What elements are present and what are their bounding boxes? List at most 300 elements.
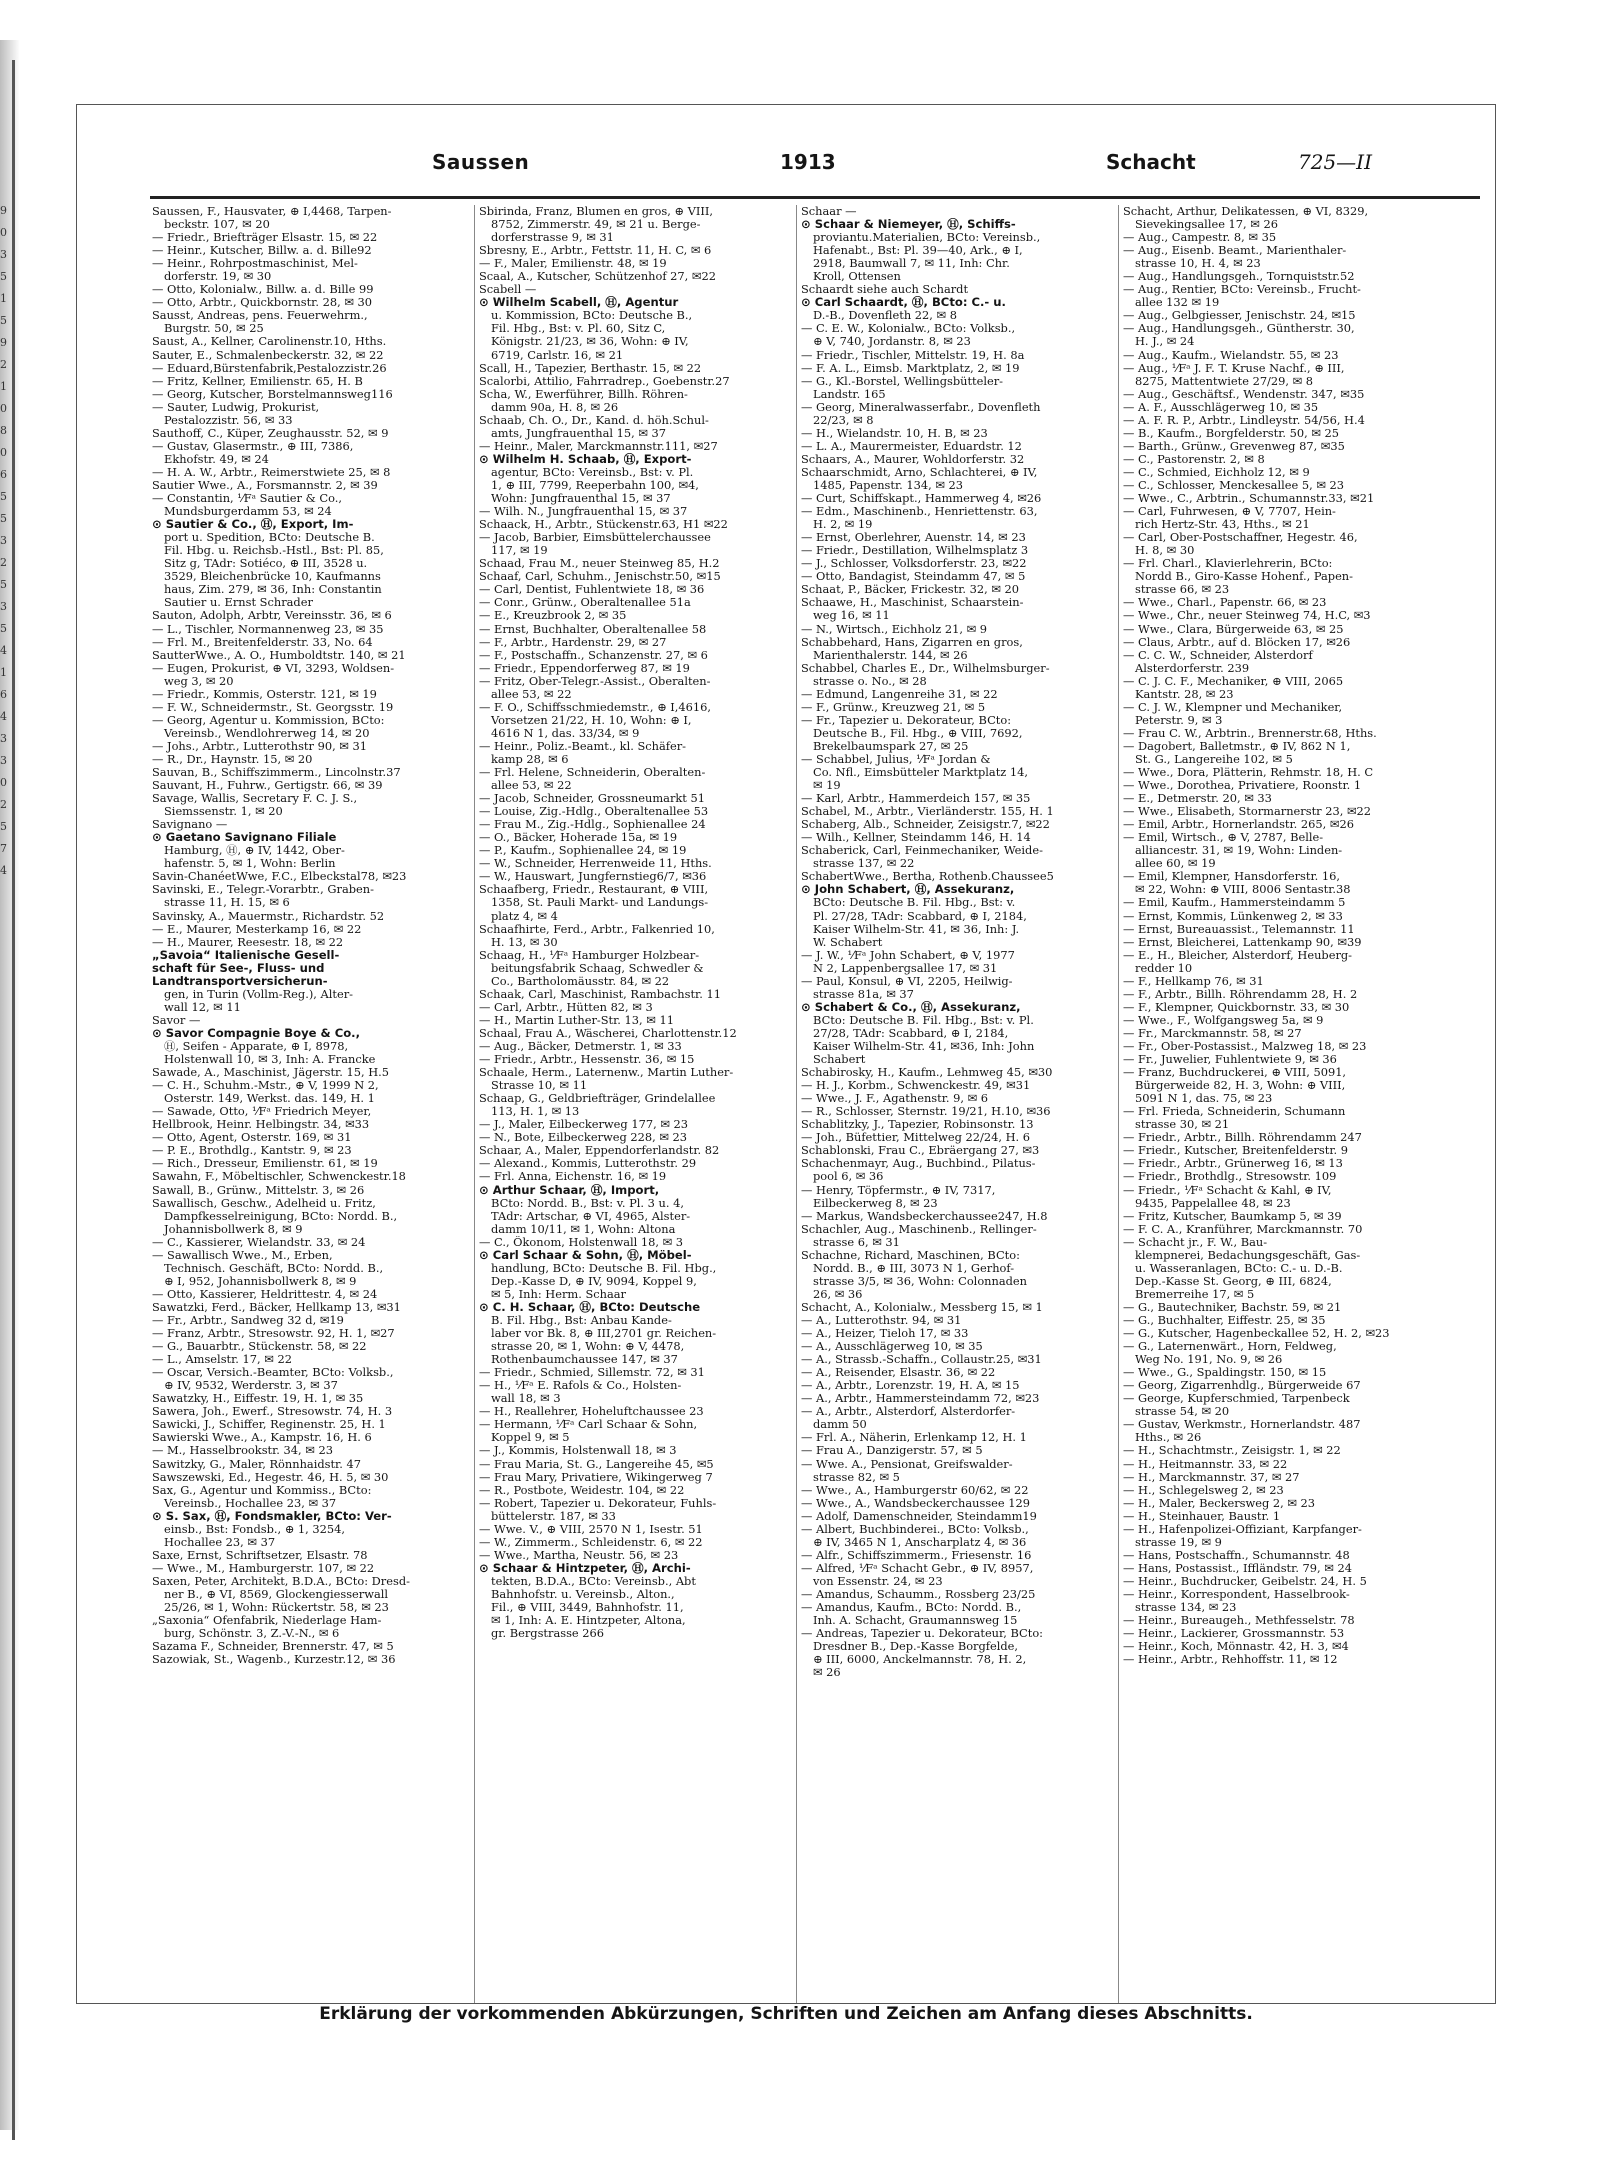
directory-entry-line: weg 16, ✉ 11 bbox=[813, 609, 890, 623]
directory-entry-line: W. Schabert bbox=[813, 935, 883, 949]
directory-entry-line: Schabirosky, H., Kaufm., Lehmweg 45, ✉30 bbox=[801, 1066, 1053, 1080]
directory-entry-line: — Otto, Agent, Osterstr. 169, ✉ 31 bbox=[152, 1131, 352, 1145]
directory-entry-line: — F., Maler, Emilienstr. 48, ✉ 19 bbox=[479, 257, 667, 271]
directory-entry-line: strasse 30, ✉ 21 bbox=[1135, 1118, 1230, 1132]
directory-entry-line: Schachler, Aug., Maschinenb., Rellinger- bbox=[801, 1222, 1037, 1236]
directory-entry-line: — Friedr., Arbtr., Hessenstr. 36, ✉ 15 bbox=[479, 1053, 695, 1067]
directory-entry-line: Sauter, E., Schmalenbeckerstr. 32, ✉ 22 bbox=[152, 348, 384, 362]
directory-entry-line: amts, Jungfrauenthal 15, ✉ 37 bbox=[491, 426, 667, 440]
directory-entry-line: — C., Ökonom, Holstenwall 18, ✉ 3 bbox=[479, 1235, 684, 1249]
directory-entry-line: — Wwe., C., Arbtrin., Schumannstr.33, ✉21 bbox=[1123, 492, 1375, 506]
header-last-entry: Schacht bbox=[1106, 150, 1196, 174]
directory-entry-line: — E., Detmerstr. 20, ✉ 33 bbox=[1123, 792, 1272, 806]
directory-entry-line: proviantu.Materialien, BCto: Vereinsb., bbox=[813, 231, 1041, 245]
directory-entry-line: Sax, G., Agentur und Kommiss., BCto: bbox=[152, 1483, 372, 1497]
directory-entry-line: Scabell — bbox=[479, 283, 537, 297]
directory-entry-line: — Heinr., Kutscher, Billw. a. d. Bille92 bbox=[152, 244, 372, 258]
directory-entry-line: — Heinr., Lackierer, Grossmannstr. 53 bbox=[1123, 1627, 1345, 1641]
directory-entry-line: wall 18, ✉ 3 bbox=[491, 1392, 561, 1406]
directory-entry-line: Savage, Wallis, Secretary F. C. J. S., bbox=[152, 792, 358, 806]
directory-entry-line: — Emil, Kaufm., Hammersteindamm 5 bbox=[1123, 896, 1346, 910]
directory-entry-line: — G., Bauarbtr., Stückenstr. 58, ✉ 22 bbox=[152, 1340, 367, 1354]
directory-entry-line: — F., Arbtr., Hardenstr. 29, ✉ 27 bbox=[479, 635, 667, 649]
directory-entry-line: Co., Bartholomäusstr. 84, ✉ 22 bbox=[491, 974, 670, 988]
directory-entry-line: — Wwe. A., Pensionat, Greifswalder- bbox=[801, 1457, 1013, 1471]
directory-entry-line: 2918, Baumwall 7, ✉ 11, Inh: Chr. bbox=[813, 257, 1010, 271]
directory-entry-line: Mundsburgerdamm 53, ✉ 24 bbox=[164, 505, 332, 519]
directory-entry-line: — Johs., Arbtr., Lutterothstr 90, ✉ 31 bbox=[152, 739, 367, 753]
directory-entry-line: — Fr., Tapezier u. Dekorateur, BCto: bbox=[801, 713, 1012, 727]
directory-entry-line: strasse 6, ✉ 31 bbox=[813, 1235, 900, 1249]
directory-entry-line: gen, in Turin (Vollm-Reg.), Alter- bbox=[164, 987, 354, 1001]
directory-entry-line: — George, Kupferschmied, Tarpenbeck bbox=[1123, 1392, 1350, 1406]
directory-entry-line: — A., Lutterothstr. 94, ✉ 31 bbox=[801, 1313, 962, 1327]
directory-entry-line: — Markus, Wandsbeckerchaussee247, H.8 bbox=[801, 1209, 1048, 1223]
directory-entry-line: 27/28, TAdr: Scabbard, ⊕ I, 2184, bbox=[813, 1026, 1009, 1040]
directory-entry-line: — Heinr., Korrespondent, Hasselbrook- bbox=[1123, 1587, 1350, 1601]
directory-entry-line: haus, Zim. 279, ✉ 36, Inh: Constantin bbox=[164, 583, 382, 597]
directory-entry-line: — Heinr., Koch, Mönnastr. 42, H. 3, ✉4 bbox=[1123, 1640, 1349, 1654]
directory-entry-line: Schaarschmidt, Arno, Schlachterei, ⊕ IV, bbox=[801, 465, 1038, 479]
directory-entry-line: 3529, Bleichenbrücke 10, Kaufmanns bbox=[164, 570, 381, 584]
directory-entry-line: — F., Hellkamp 76, ✉ 31 bbox=[1123, 974, 1264, 988]
directory-entry-line: Schablonski, Frau C., Ebräergang 27, ✉3 bbox=[801, 1144, 1040, 1158]
directory-entry-line: — H. A. W., Arbtr., Reimerstwiete 25, ✉ 8 bbox=[152, 465, 391, 479]
directory-entry-line: Siemssenstr. 1, ✉ 20 bbox=[164, 805, 283, 819]
directory-entry-line: Technisch. Geschäft, BCto: Nordd. B., bbox=[164, 1261, 384, 1275]
directory-entry-line: 8275, Mattentwiete 27/29, ✉ 8 bbox=[1135, 374, 1314, 388]
directory-entry-line: — J., Maler, Eilbeckerweg 177, ✉ 23 bbox=[479, 1118, 688, 1132]
directory-entry-line: Pestalozzistr. 56, ✉ 33 bbox=[164, 413, 293, 427]
directory-entry-line: — G., Kutscher, Hagenbeckallee 52, H. 2, ✉23 bbox=[1123, 1327, 1390, 1341]
directory-entry-line: — L. A., Maurermeister, Eduardstr. 12 bbox=[801, 439, 1022, 453]
directory-entry-line: agentur, BCto: Vereinsb., Bst: v. Pl. bbox=[491, 465, 694, 479]
directory-entry-line: damm 50 bbox=[813, 1418, 867, 1432]
directory-entry-line: — A. F. R. P., Arbtr., Lindleystr. 54/56, H.4 bbox=[1123, 413, 1365, 427]
directory-entry-line: SautterWwe., A. O., Humboldtstr. 140, ✉ 21 bbox=[152, 648, 406, 662]
directory-entry-line: Sawszewski, Ed., Hegestr. 46, H. 5, ✉ 30 bbox=[152, 1470, 389, 1484]
directory-entry-line: Schachenmayr, Aug., Buchbind., Pilatus- bbox=[801, 1157, 1036, 1171]
directory-entry-line: — Friedr., Briefträger Elsastr. 15, ✉ 22 bbox=[152, 231, 378, 245]
directory-entry-line: damm 10/11, ✉ 1, Wohn: Altona bbox=[491, 1222, 676, 1236]
directory-entry-line: Peterstr. 9, ✉ 3 bbox=[1135, 713, 1223, 727]
directory-entry-line: — Friedr., Arbtr., Grünerweg 16, ✉ 13 bbox=[1123, 1157, 1343, 1171]
directory-entry-line: Weg No. 191, No. 9, ✉ 26 bbox=[1135, 1353, 1283, 1367]
directory-entry-line: Dep.-Kasse St. Georg, ⊕ III, 6824, bbox=[1135, 1274, 1332, 1288]
directory-entry-line: — G., Bautechniker, Bachstr. 59, ✉ 21 bbox=[1123, 1300, 1342, 1314]
directory-entry-line: Inh. A. Schacht, Graumannsweg 15 bbox=[813, 1614, 1018, 1628]
directory-entry-line: Sievekingsallee 17, ✉ 26 bbox=[1135, 218, 1278, 232]
directory-entry-line: — Friedr., Tischler, Mittelstr. 19, H. 8a bbox=[801, 348, 1025, 362]
directory-entry-line: Schachne, Richard, Maschinen, BCto: bbox=[801, 1248, 1020, 1262]
directory-entry-line: strasse 66, ✉ 23 bbox=[1135, 583, 1230, 597]
directory-entry-line: „Savoia“ Italienische Gesell- bbox=[152, 948, 340, 962]
directory-entry-line: Sawallisch, Geschw., Adelheid u. Fritz, bbox=[152, 1196, 376, 1210]
directory-entry-line: allee 132 ✉ 19 bbox=[1135, 296, 1220, 310]
directory-entry-line: Sauvant, H., Fuhrw., Gertigstr. 66, ✉ 39 bbox=[152, 779, 383, 793]
directory-entry-line: BCto: Nordd. B., Bst: v. Pl. 3 u. 4, bbox=[491, 1196, 684, 1210]
directory-entry-line: strasse o. No., ✉ 28 bbox=[813, 674, 927, 688]
directory-entry-line: — C., Schlosser, Menckesallee 5, ✉ 23 bbox=[1123, 478, 1345, 492]
directory-entry-line: 5091 N 1, das. 75, ✉ 23 bbox=[1135, 1092, 1273, 1106]
directory-entry-line: Johannisbollwerk 8, ✉ 9 bbox=[164, 1222, 303, 1236]
directory-entry-line: Fil. Hbg., Bst: v. Pl. 60, Sitz C, bbox=[491, 322, 666, 336]
directory-entry-line: beitungsfabrik Schaag, Schwedler & bbox=[491, 961, 704, 975]
directory-entry-line: — Fritz, Kellner, Emilienstr. 65, H. B bbox=[152, 374, 363, 388]
directory-entry-line: — A., Heizer, Tieloh 17, ✉ 33 bbox=[801, 1327, 969, 1341]
directory-entry-line: Pl. 27/28, TAdr: Scabbard, ⊕ I, 2184, bbox=[813, 909, 1027, 923]
directory-entry-line: 6719, Carlstr. 16, ✉ 21 bbox=[491, 348, 624, 362]
directory-entry-line: Vereinsb., Hochallee 23, ✉ 37 bbox=[164, 1496, 337, 1510]
directory-entry-line: — G., Kl.-Borstel, Wellingsbütteler- bbox=[801, 374, 1004, 388]
directory-entry-line: Schaberick, Carl, Feinmechaniker, Weide- bbox=[801, 844, 1043, 858]
directory-entry-line: — H., Hafenpolizei-Offiziant, Karpfanger- bbox=[1123, 1522, 1362, 1536]
directory-entry-line: — G., Buchhalter, Eiffestr. 25, ✉ 35 bbox=[1123, 1313, 1326, 1327]
directory-entry-line: — C. H., Schuhm.-Mstr., ⊕ V, 1999 N 2, bbox=[152, 1079, 379, 1093]
directory-entry-line: beckstr. 107, ✉ 20 bbox=[164, 218, 270, 232]
directory-entry-line: ⊙ Gaetano Savignano Filiale bbox=[152, 831, 337, 845]
directory-entry-line: — Sawade, Otto, ⅟Fᵃ Friedrich Meyer, bbox=[152, 1105, 372, 1119]
directory-entry-line: — N., Wirtsch., Eichholz 21, ✉ 9 bbox=[801, 622, 987, 636]
directory-entry-line: Ⓗ, Seifen - Apparate, ⊕ I, 8978, bbox=[164, 1040, 349, 1053]
directory-entry-line: ⊙ Schaar & Niemeyer, Ⓗ, Schiffs- bbox=[801, 218, 1016, 232]
directory-entry-line: 8752, Zimmerstr. 49, ✉ 21 u. Berge- bbox=[491, 218, 701, 232]
directory-entry-line: — Fritz, Ober-Telegr.-Assist., Oberalten- bbox=[479, 674, 711, 688]
directory-entry-line: — Frau C. W., Arbtrin., Brennerstr.68, Hths. bbox=[1123, 726, 1377, 740]
directory-entry-line: — A., Ausschlägerweg 10, ✉ 35 bbox=[801, 1340, 983, 1354]
directory-entry-line: — Otto, Kolonialw., Billw. a. d. Bille 99 bbox=[152, 283, 374, 297]
directory-entry-line: ⊕ IV, 9532, Werderstr. 3, ✉ 37 bbox=[164, 1379, 338, 1393]
directory-entry-line: strasse 81a, ✉ 37 bbox=[813, 987, 914, 1001]
directory-entry-line: Savin-ChanéetWwe, F.C., Elbeckstal78, ✉23 bbox=[152, 870, 407, 884]
directory-entry-line: — C., Kassierer, Wielandstr. 33, ✉ 24 bbox=[152, 1235, 366, 1249]
column-1 bbox=[152, 205, 470, 2003]
directory-entry-line: strasse 134, ✉ 23 bbox=[1135, 1601, 1237, 1615]
directory-entry-line: Schaal, Frau A., Wäscherei, Charlottenstr.12 bbox=[479, 1026, 737, 1040]
directory-entry-line: — Oscar, Versich.-Beamter, BCto: Volksb., bbox=[152, 1366, 394, 1380]
directory-entry-line: Bremerreihe 17, ✉ 5 bbox=[1135, 1287, 1255, 1301]
directory-entry-line: Holstenwall 10, ✉ 3, Inh: A. Francke bbox=[164, 1053, 376, 1067]
directory-entry-line: — H., Steinhauer, Baustr. 1 bbox=[1123, 1509, 1281, 1523]
directory-entry-line: Kaiser Wilhelm-Str. 41, ✉36, Inh: John bbox=[813, 1040, 1035, 1053]
directory-entry-line: damm 90a, H. 8, ✉ 26 bbox=[491, 400, 619, 414]
directory-entry-line: Schabbel, Charles E., Dr., Wilhelmsburger- bbox=[801, 661, 1050, 675]
directory-entry-line: — Sauter, Ludwig, Prokurist, bbox=[152, 400, 320, 414]
directory-entry-line: Sauvan, B., Schiffszimmerm., Lincolnstr.37 bbox=[152, 766, 401, 780]
directory-entry-line: Schaardt siehe auch Schardt bbox=[801, 283, 969, 297]
directory-entry-line: Eilbeckerweg 8, ✉ 23 bbox=[813, 1196, 938, 1210]
directory-entry-line: — E., Kreuzbrook 2, ✉ 35 bbox=[479, 609, 627, 623]
directory-entry-line: Hellbrook, Heinr. Helbingstr. 34, ✉33 bbox=[152, 1118, 370, 1132]
directory-entry-line: Dresdner B., Dep.-Kasse Borgfelde, bbox=[813, 1640, 1019, 1654]
directory-entry-line: — Georg, Mineralwasserfabr., Dovenfleth bbox=[801, 400, 1041, 414]
directory-entry-line: 117, ✉ 19 bbox=[491, 544, 548, 558]
directory-entry-line: Marienthalerstr. 144, ✉ 26 bbox=[813, 648, 968, 662]
directory-entry-line: — Robert, Tapezier u. Dekorateur, Fuhls- bbox=[479, 1496, 717, 1510]
directory-entry-line: Sbresny, E., Arbtr., Fettstr. 11, H. C, ✉ 6 bbox=[479, 244, 712, 258]
page-header bbox=[76, 150, 1496, 190]
directory-entry-line: — Aug., Bäcker, Detmerstr. 1, ✉ 33 bbox=[479, 1040, 682, 1053]
directory-entry-line: — Aug., Handlungsgeh., Tornquiststr.52 bbox=[1123, 270, 1355, 284]
directory-entry-line: Sawatzky, H., Eiffestr. 19, H. 1, ✉ 35 bbox=[152, 1392, 364, 1406]
directory-entry-line: Sitz g, TAdr: Sotiéco, ⊕ III, 3528 u. bbox=[164, 557, 368, 571]
directory-entry-line: — Aug., Gelbgiesser, Jenischstr. 24, ✉15 bbox=[1123, 309, 1356, 323]
directory-entry-line: Wohn: Jungfrauenthal 15, ✉ 37 bbox=[491, 492, 671, 506]
directory-entry-line: SchabertWwe., Bertha, Rothenb.Chaussee5 bbox=[801, 870, 1054, 884]
directory-entry-line: — Ernst, Bureauassist., Telemannstr. 11 bbox=[1123, 922, 1355, 936]
directory-entry-line: — Wwe., Dora, Plätterin, Rehmstr. 18, H. C bbox=[1123, 766, 1374, 780]
directory-entry-line: Sautier Wwe., A., Forsmannstr. 2, ✉ 39 bbox=[152, 478, 378, 492]
directory-entry-line: rich Hertz-Str. 43, Hths., ✉ 21 bbox=[1135, 518, 1310, 532]
directory-entry-line: Koppel 9, ✉ 5 bbox=[491, 1431, 570, 1445]
directory-entry-line: — Heinr., Arbtr., Rehhoffstr. 11, ✉ 12 bbox=[1123, 1653, 1338, 1667]
directory-entry-line: redder 10 bbox=[1135, 961, 1193, 975]
directory-entry-line: — H., Schlegelsweg 2, ✉ 23 bbox=[1123, 1483, 1284, 1497]
directory-entry-line: — Georg, Kutscher, Borstelmannsweg116 bbox=[152, 387, 393, 401]
directory-entry-line: — Frl. Frieda, Schneiderin, Schumann bbox=[1123, 1105, 1346, 1119]
directory-entry-line: — H., ⅟Fᵃ E. Rafols & Co., Holsten- bbox=[479, 1379, 682, 1393]
directory-entry-line: — Ernst, Bleicherei, Lattenkamp 90, ✉39 bbox=[1123, 935, 1362, 949]
column-4 bbox=[1118, 205, 1436, 2003]
directory-entry-line: ✉ 19 bbox=[813, 779, 841, 793]
directory-entry-line: — Aug., Handlungsgeh., Güntherstr. 30, bbox=[1123, 322, 1355, 336]
directory-entry-line: — Fritz, Kutscher, Baumkamp 5, ✉ 39 bbox=[1123, 1209, 1342, 1223]
directory-entry-line: — Friedr., Kommis, Osterstr. 121, ✉ 19 bbox=[152, 687, 377, 701]
directory-entry-line: — Henry, Töpfermstr., ⊕ IV, 7317, bbox=[801, 1183, 996, 1197]
directory-entry-line: — Otto, Arbtr., Quickbornstr. 28, ✉ 30 bbox=[152, 296, 372, 310]
directory-entry-line: ⊕ III, 6000, Anckelmannstr. 78, H. 2, bbox=[813, 1653, 1027, 1667]
directory-entry-line: — Jacob, Barbier, Eimsbüttelerchaussee bbox=[479, 531, 711, 545]
directory-entry-line: — Louise, Zig.-Hdlg., Oberaltenallee 53 bbox=[479, 805, 709, 819]
directory-entry-line: Scalorbi, Attilio, Fahrradrep., Goebenstr.27 bbox=[479, 374, 730, 388]
directory-entry-line: 4616 N 1, das. 33/34, ✉ 9 bbox=[491, 726, 640, 740]
directory-entry-line: H. 8, ✉ 30 bbox=[1135, 544, 1195, 558]
directory-entry-line: Schaafhirte, Ferd., Arbtr., Falkenried 10, bbox=[479, 922, 715, 936]
directory-entry-line: — M., Hasselbrookstr. 34, ✉ 23 bbox=[152, 1444, 333, 1458]
directory-entry-line: — Andreas, Tapezier u. Dekorateur, BCto: bbox=[801, 1627, 1044, 1641]
directory-entry-line: ✉ 26 bbox=[813, 1666, 841, 1680]
directory-entry-line: — Karl, Arbtr., Hammerdeich 157, ✉ 35 bbox=[801, 792, 1031, 806]
directory-entry-line: — A., Reisender, Elsastr. 36, ✉ 22 bbox=[801, 1366, 996, 1380]
directory-entry-line: Schacht, Arthur, Delikatessen, ⊕ VI, 8329, bbox=[1123, 205, 1369, 218]
directory-entry-line: — Conr., Grünw., Oberaltenallee 51a bbox=[479, 596, 691, 610]
directory-entry-line: — W., Hauswart, Jungfernstieg6/7, ✉36 bbox=[479, 870, 707, 884]
directory-entry-line: — C. C. W., Schneider, Alsterdorf bbox=[1123, 648, 1313, 662]
directory-entry-line: allee 60, ✉ 19 bbox=[1135, 857, 1216, 871]
directory-entry-line: — Gustav, Glasermstr., ⊕ III, 7386, bbox=[152, 439, 354, 453]
directory-entry-line: — Aug., Kaufm., Wielandstr. 55, ✉ 23 bbox=[1123, 348, 1339, 362]
directory-entry-line: — Georg, Zigarrenhdlg., Bürgerweide 67 bbox=[1123, 1379, 1361, 1393]
directory-entry-line: — Hans, Postassist., Iffländstr. 79, ✉ 24 bbox=[1123, 1561, 1352, 1575]
directory-entry-line: — Paul, Konsul, ⊕ VI, 2205, Heilwig- bbox=[801, 974, 1013, 988]
directory-entry-line: — Heinr., Rohrpostmaschinist, Mel- bbox=[152, 257, 358, 271]
directory-entry-line: einsb., Bst: Fondsb., ⊕ 1, 3254, bbox=[164, 1522, 345, 1536]
directory-entry-line: Sawall, B., Grünw., Mittelstr. 3, ✉ 26 bbox=[152, 1183, 365, 1197]
directory-entry-line: Hafenabt., Bst: Pl. 39—40, Ark., ⊕ I, bbox=[813, 244, 1023, 258]
directory-entry-line: — Fr., Ober-Postassist., Malzweg 18, ✉ 23 bbox=[1123, 1040, 1367, 1053]
directory-entry-line: — Alfred, ⅟Fᵃ Schacht Gebr., ⊕ IV, 8957, bbox=[801, 1561, 1034, 1575]
directory-entry-line: Scaal, A., Kutscher, Schützenhof 27, ✉22 bbox=[479, 270, 716, 284]
directory-entry-line: — H., Wielandstr. 10, H. B, ✉ 23 bbox=[801, 426, 988, 440]
directory-entry-line: — A., Arbtr., Hammersteindamm 72, ✉23 bbox=[801, 1392, 1040, 1406]
directory-entry-line: Landstr. 165 bbox=[813, 387, 886, 401]
directory-entry-line: H. 2, ✉ 19 bbox=[813, 518, 873, 532]
directory-entry-line: — C., Pastorenstr. 2, ✉ 8 bbox=[1123, 452, 1265, 466]
directory-entry-line: — Emil, Wirtsch., ⊕ V, 2787, Belle- bbox=[1123, 831, 1324, 845]
directory-entry-line: — Fr., Arbtr., Sandweg 32 d, ✉19 bbox=[152, 1313, 344, 1327]
directory-entry-line: Kroll, Ottensen bbox=[813, 270, 901, 284]
directory-entry-line: — F. A. L., Eimsb. Marktplatz, 2, ✉ 19 bbox=[801, 361, 1020, 375]
directory-entry-line: — R., Dr., Haynstr. 15, ✉ 20 bbox=[152, 752, 313, 766]
directory-entry-line: — H., Maurer, Reesestr. 18, ✉ 22 bbox=[152, 935, 344, 949]
directory-entry-line: — Aug., ⅟Fᵃ J. F. T. Kruse Nachf., ⊕ III, bbox=[1123, 361, 1345, 375]
directory-entry-line: Savinski, E., Telegr.-Vorarbtr., Graben- bbox=[152, 883, 374, 897]
directory-entry-line: Sauton, Adolph, Arbtr, Vereinsstr. 36, ✉ 6 bbox=[152, 609, 392, 623]
directory-entry-line: — Frl. M., Breitenfelderstr. 33, No. 64 bbox=[152, 635, 373, 649]
header-first-entry: Saussen bbox=[432, 150, 530, 174]
directory-entry-line: ⊙ Schaar & Hintzpeter, Ⓗ, Archi- bbox=[479, 1561, 691, 1575]
directory-entry-line: — L., Tischler, Normannenweg 23, ✉ 35 bbox=[152, 622, 384, 636]
directory-entry-line: Hochallee 23, ✉ 37 bbox=[164, 1535, 276, 1549]
directory-entry-line: gr. Bergstrasse 266 bbox=[491, 1627, 605, 1641]
directory-entry-line: Sawitzky, G., Maler, Rönnhaidstr. 47 bbox=[152, 1457, 361, 1471]
directory-entry-line: Nordd. B., ⊕ III, 3073 N 1, Gerhof- bbox=[813, 1261, 1015, 1275]
directory-entry-line: strasse 137, ✉ 22 bbox=[813, 857, 915, 871]
directory-entry-line: allee 53, ✉ 22 bbox=[491, 687, 572, 701]
directory-entry-line: — C., Schmied, Eichholz 12, ✉ 9 bbox=[1123, 465, 1310, 479]
directory-entry-line: — J. W., ⅟Fᵃ John Schabert, ⊕ V, 1977 bbox=[801, 948, 1015, 962]
directory-entry-line: Scha, W., Ewerführer, Billh. Röhren- bbox=[479, 387, 688, 401]
directory-entry-line: port u. Spedition, BCto: Deutsche B. bbox=[164, 531, 375, 545]
directory-entry-line: wall 12, ✉ 11 bbox=[164, 1000, 241, 1014]
directory-entry-line: ⊕ IV, 3465 N 1, Anscharplatz 4, ✉ 36 bbox=[813, 1535, 1027, 1549]
directory-entry-line: — Frau M., Zig.-Hdlg., Sophienallee 24 bbox=[479, 818, 706, 832]
directory-entry-line: Landtransportversicherun- bbox=[152, 974, 328, 988]
directory-entry-line: Osterstr. 149, Werkst. das. 149, H. 1 bbox=[164, 1092, 375, 1106]
directory-entry-line: Saxe, Ernst, Schriftsetzer, Elsastr. 78 bbox=[152, 1548, 368, 1562]
directory-entry-line: ⊙ Wilhelm H. Schaab, Ⓗ, Export- bbox=[479, 452, 692, 466]
directory-entry-line: — Carl, Fuhrwesen, ⊕ V, 7707, Hein- bbox=[1123, 505, 1336, 519]
directory-entry-line: — Wwe., Chr., neuer Steinweg 74, H.C, ✉3 bbox=[1123, 609, 1371, 623]
directory-entry-line: — A. F., Ausschlägerweg 10, ✉ 35 bbox=[1123, 400, 1319, 414]
directory-entry-line: „Saxonia“ Ofenfabrik, Niederlage Ham- bbox=[152, 1614, 382, 1628]
directory-entry-line: — P. E., Brothdlg., Kantstr. 9, ✉ 23 bbox=[152, 1144, 352, 1158]
directory-entry-line: — H., Reallehrer, Hoheluftchaussee 23 bbox=[479, 1405, 704, 1419]
directory-entry-line: 113, H. 1, ✉ 13 bbox=[491, 1105, 580, 1119]
directory-entry-line: — G., Laternenwärt., Horn, Feldweg, bbox=[1123, 1340, 1337, 1354]
directory-entry-line: Kantstr. 28, ✉ 23 bbox=[1135, 687, 1234, 701]
directory-entry-line: — Emil, Arbtr., Hornerlandstr. 265, ✉26 bbox=[1123, 818, 1354, 832]
directory-entry-line: — Georg, Agentur u. Kommission, BCto: bbox=[152, 713, 385, 727]
directory-entry-line: büttelerstr. 187, ✉ 33 bbox=[491, 1509, 616, 1523]
directory-entry-line: — Frl. Anna, Eichenstr. 16, ✉ 19 bbox=[479, 1170, 667, 1184]
directory-entry-line: — C. E. W., Kolonialw., BCto: Volksb., bbox=[801, 322, 1016, 336]
directory-entry-line: ⊙ Wilhelm Scabell, Ⓗ, Agentur bbox=[479, 296, 679, 310]
directory-entry-line: — Constantin, ⅟Fᵃ Sautier & Co., bbox=[152, 492, 342, 506]
directory-entry-line: — H., Martin Luther-Str. 13, ✉ 11 bbox=[479, 1013, 674, 1027]
directory-entry-line: ⊙ Savor Compagnie Boye & Co., bbox=[152, 1026, 360, 1040]
directory-entry-line: 1, ⊕ III, 7799, Reeperbahn 100, ✉4, bbox=[491, 478, 699, 492]
directory-entry-line: Sazowiak, St., Wagenb., Kurzestr.12, ✉ 36 bbox=[152, 1653, 396, 1667]
directory-entry-line: ⊙ John Schabert, Ⓗ, Assekuranz, bbox=[801, 883, 1015, 897]
directory-entry-line: tekten, B.D.A., BCto: Vereinsb., Abt bbox=[491, 1574, 696, 1588]
directory-entry-line: — Emil, Klempner, Hansdorferstr. 16, bbox=[1123, 870, 1341, 884]
directory-entry-line: — F., Arbtr., Billh. Röhrendamm 28, H. 2 bbox=[1123, 987, 1358, 1001]
directory-entry-line: Vorsetzen 21/22, H. 10, Wohn: ⊕ I, bbox=[491, 713, 692, 727]
directory-entry-line: — Wwe., Clara, Bürgerweide 63, ✉ 25 bbox=[1123, 622, 1344, 636]
directory-entry-line: Sawade, A., Maschinist, Jägerstr. 15, H.5 bbox=[152, 1066, 390, 1080]
directory-entry-line: — F., Postschaffn., Schanzenstr. 27, ✉ 6 bbox=[479, 648, 708, 662]
column-2 bbox=[474, 205, 792, 2003]
directory-entry-line: strasse 54, ✉ 20 bbox=[1135, 1405, 1230, 1419]
directory-entry-line: — Edmund, Langenreihe 31, ✉ 22 bbox=[801, 687, 998, 701]
directory-entry-line: — W., Schneider, Herrenweide 11, Hths. bbox=[479, 857, 712, 871]
directory-entry-line: Strasse 10, ✉ 11 bbox=[491, 1079, 588, 1093]
directory-entry-line: Vereinsb., Wendlohrerweg 14, ✉ 20 bbox=[164, 726, 370, 740]
directory-entry-line: ⊙ Carl Schaardt, Ⓗ, BCto: C.- u. bbox=[801, 296, 1006, 310]
directory-entry-line: laber vor Bk. 8, ⊕ III,2701 gr. Reichen- bbox=[491, 1327, 717, 1341]
directory-entry-line: von Essenstr. 24, ✉ 23 bbox=[813, 1574, 943, 1588]
abbreviation-note: Erklärung der vorkommenden Abkürzungen, Schriften und Zeichen am Anfang dieses Abschnitts. bbox=[319, 2004, 1253, 2024]
directory-entry-line: Ekhofstr. 49, ✉ 24 bbox=[164, 452, 269, 466]
directory-entry-line: handlung, BCto: Deutsche B. Fil. Hbg., bbox=[491, 1261, 717, 1275]
directory-entry-line: — Wwe. V., ⊕ VIII, 2570 N 1, Isestr. 51 bbox=[479, 1522, 703, 1536]
header-page-number: 725—II bbox=[1298, 150, 1372, 174]
directory-entry-line: — Alexand., Kommis, Lutterothstr. 29 bbox=[479, 1157, 697, 1171]
directory-entry-line: — Friedr., Eppendorferweg 87, ✉ 19 bbox=[479, 661, 690, 675]
directory-entry-line: — Heinr., Buchdrucker, Geibelstr. 24, H. 5 bbox=[1123, 1574, 1367, 1588]
directory-entry-line: 9435, Pappelallee 48, ✉ 23 bbox=[1135, 1196, 1291, 1210]
directory-entry-line: — Hermann, ⅟Fᵃ Carl Schaar & Sohn, bbox=[479, 1418, 698, 1432]
directory-entry-line: ⊙ S. Sax, Ⓗ, Fondsmakler, BCto: Ver- bbox=[152, 1509, 392, 1523]
directory-entry-line: Schaaf, Carl, Schuhm., Jenischstr.50, ✉15 bbox=[479, 570, 721, 584]
directory-entry-line: — W., Zimmerm., Schleidenstr. 6, ✉ 22 bbox=[479, 1535, 703, 1549]
directory-entry-line: — Adolf, Damenschneider, Steindamm19 bbox=[801, 1509, 1037, 1523]
directory-entry-line: — Ernst, Oberlehrer, Auenstr. 14, ✉ 23 bbox=[801, 531, 1026, 545]
directory-entry-line: kamp 28, ✉ 6 bbox=[491, 752, 569, 766]
directory-entry-line: Sbirinda, Franz, Blumen en gros, ⊕ VIII, bbox=[479, 205, 713, 218]
directory-entry-line: — Rich., Dresseur, Emilienstr. 61, ✉ 19 bbox=[152, 1157, 378, 1171]
directory-entry-line: Dep.-Kasse D, ⊕ IV, 9094, Koppel 9, bbox=[491, 1274, 697, 1288]
directory-entry-line: Savignano — bbox=[152, 818, 228, 832]
directory-entry-line: Sawera, Joh., Ewerf., Stresowstr. 74, H. 3 bbox=[152, 1405, 393, 1419]
directory-entry-line: — H., Maler, Beckersweg 2, ✉ 23 bbox=[1123, 1496, 1316, 1510]
directory-entry-line: Sawicki, J., Schiffer, Reginenstr. 25, H. 1 bbox=[152, 1418, 386, 1432]
directory-entry-line: ⊕ V, 740, Jordanstr. 8, ✉ 23 bbox=[813, 335, 971, 349]
directory-entry-line: — A., Arbtr., Lorenzstr. 19, H. A, ✉ 15 bbox=[801, 1379, 1020, 1393]
directory-entry-line: — Ernst, Kommis, Lünkenweg 2, ✉ 33 bbox=[1123, 909, 1343, 923]
directory-entry-line: ⊙ Arthur Schaar, Ⓗ, Import, bbox=[479, 1183, 660, 1197]
directory-entry-line: Nordd B., Giro-Kasse Hohenf., Papen- bbox=[1135, 570, 1353, 584]
directory-entry-line: — Wilh., Kellner, Steindamm 146, H. 14 bbox=[801, 831, 1031, 845]
directory-entry-line: strasse 11, H. 15, ✉ 6 bbox=[164, 896, 290, 910]
directory-entry-line: BCto: Deutsche B. Fil. Hbg., Bst: v. Pl. bbox=[813, 1013, 1034, 1027]
directory-entry-line: — Heinr., Poliz.-Beamt., kl. Schäfer- bbox=[479, 739, 687, 753]
directory-entry-line: — J., Kommis, Holstenwall 18, ✉ 3 bbox=[479, 1444, 677, 1458]
directory-entry-line: — Joh., Büfettier, Mittelweg 22/24, H. 6 bbox=[801, 1131, 1031, 1145]
directory-entry-line: u. Kommission, BCto: Deutsche B., bbox=[491, 309, 693, 323]
directory-entry-line: Schaack, H., Arbtr., Stückenstr.63, H1 ✉22 bbox=[479, 518, 728, 532]
directory-entry-line: B. Fil. Hbg., Bst: Anbau Kande- bbox=[491, 1313, 672, 1327]
directory-entry-line: klempnerei, Bedachungsgeschäft, Gas- bbox=[1135, 1248, 1361, 1262]
directory-entry-line: Schaar, A., Maler, Eppendorferlandstr. 82 bbox=[479, 1144, 720, 1158]
directory-entry-line: hafenstr. 5, ✉ 1, Wohn: Berlin bbox=[164, 857, 336, 871]
directory-entry-line: H. J., ✉ 24 bbox=[1135, 335, 1195, 349]
directory-entry-line: — Wwe., A., Wandsbeckerchaussee 129 bbox=[801, 1496, 1031, 1510]
directory-entry-line: — Frau Maria, St. G., Langereihe 45, ✉5 bbox=[479, 1457, 714, 1471]
directory-entry-line: — Frau Mary, Privatiere, Wikingerweg 7 bbox=[479, 1470, 713, 1484]
directory-entry-line: Saussen, F., Hausvater, ⊕ I,4468, Tarpen- bbox=[152, 205, 392, 218]
